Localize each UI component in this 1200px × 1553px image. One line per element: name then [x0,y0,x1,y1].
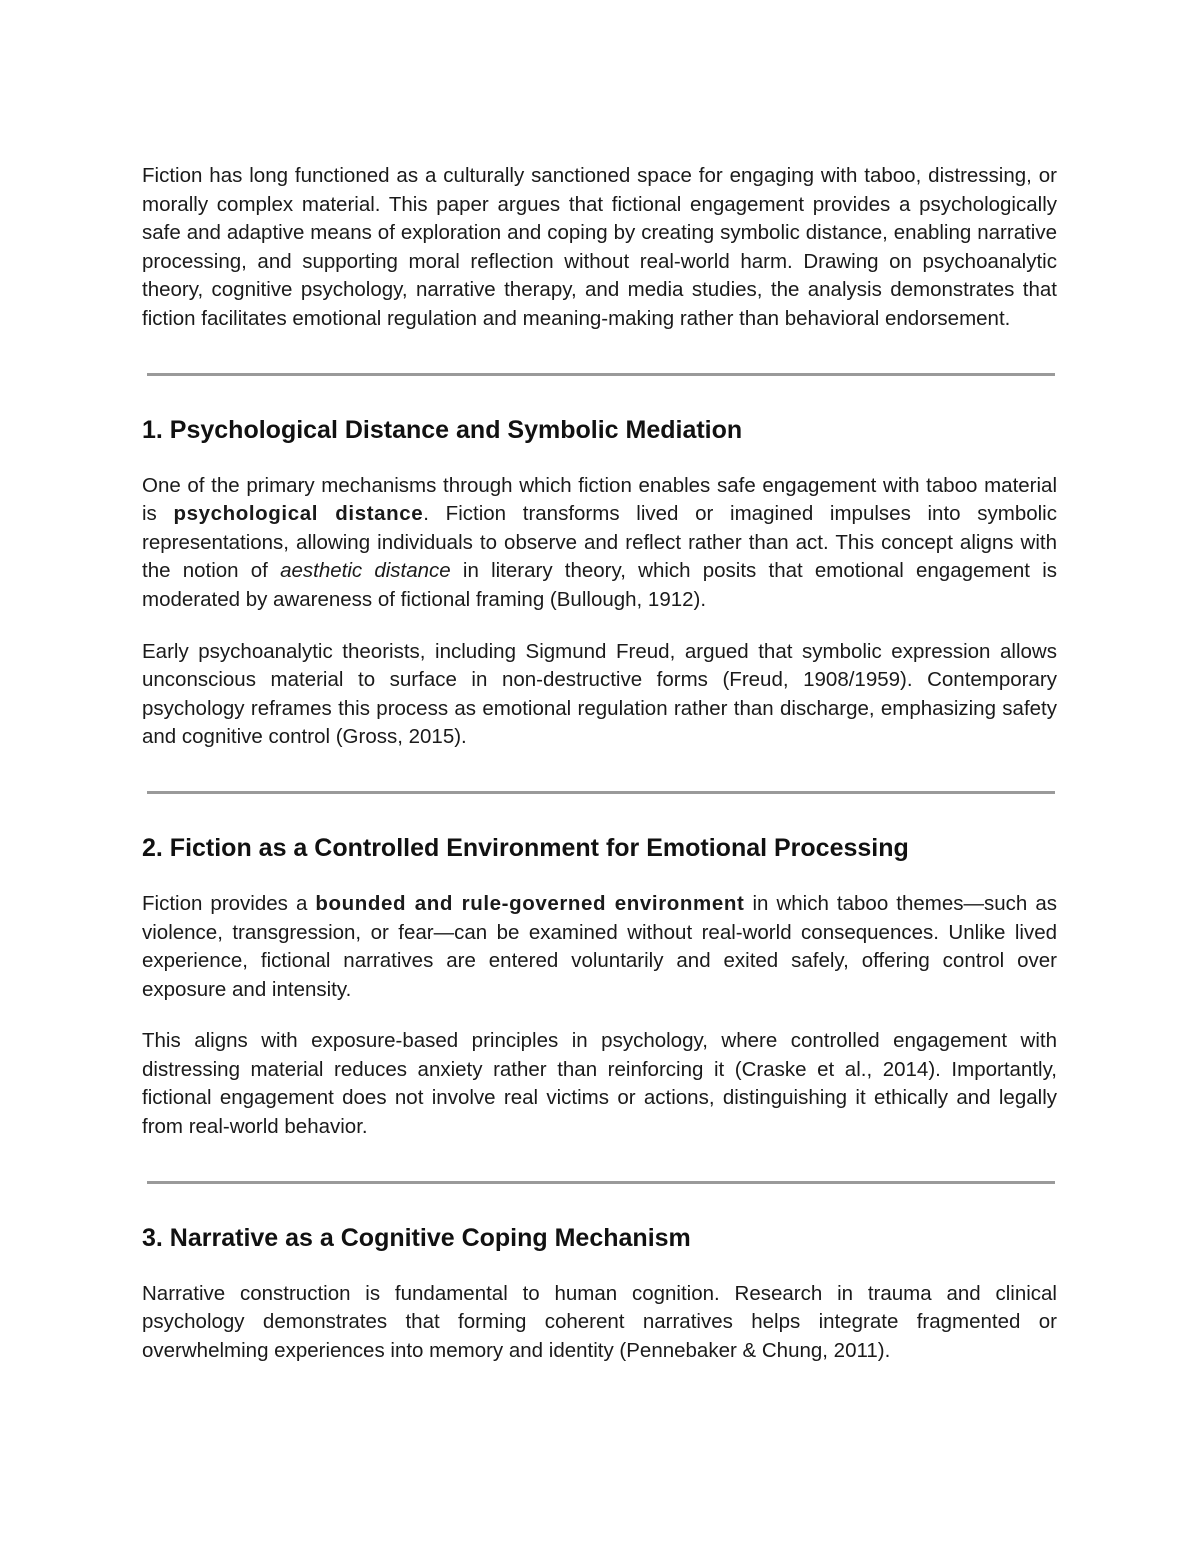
abstract-paragraph: Fiction has long functioned as a culturally sanctioned space for engaging with taboo, distressing, or morally complex material. This paper argues that fictional engagement provides a psychologically safe and adaptive means of exploration and coping by creating symbolic distance, enabling narrative processing, and supporting moral reflection without real-world harm. Drawing on psychoanalytic theory, cognitive psychology, narrative therapy, and media studies, the analysis demonstrates that fiction facilitates emotional regulation and meaning-making rather than behavioral endorsement. [142,164,1057,330]
text-run: . Fiction transforms lived or imagined impulses into symbolic representations, allowing individuals to observe and reflect rather than act. This concept aligns with the notion of [142,502,1057,583]
text-run: in which taboo themes—such as violence, transgression, or fear—can be examined without real-world consequences. Unlike lived experience, fictional narratives are entered voluntarily and exited safely, offering control over exposure and intensity. [142,891,1058,1001]
text-run: Fiction provides a [142,891,316,915]
text-run: in literary theory, which posits that emotional engagement is moderated by awareness of fictional framing (Bullough, 1912). [142,559,1057,611]
document-page [142,162,1057,1388]
italic-term: aesthetic distance [280,559,451,583]
section-3-heading: 3. Narrative as a Cognitive Coping Mechanism [142,1223,691,1252]
section-3-paragraph-1: Narrative construction is fundamental to human cognition. Research in trauma and clinical psychology demonstrates that forming coherent narratives helps integrate fragmented or overwhelming experiences into memory and identity (Pennebaker & Chung, 2011). [142,1281,1057,1362]
section-1-paragraph-2: Early psychoanalytic theorists, including Sigmund Freud, argued that symbolic expression allows unconscious material to surface in non-destructive forms (Freud, 1908/1959). Contemporary psychology reframes this process as emotional regulation rather than discharge, emphasizing safety and cognitive control (Gross, 2015). [142,639,1057,749]
section-1-paragraph-1 [142,472,1057,615]
bold-term: bounded and rule-governed environment [315,891,745,915]
section-1 [142,414,1057,752]
section-3 [142,1222,1057,1366]
text-run: One of the primary mechanisms through which fiction enables safe engagement with taboo material is [142,473,1057,526]
section-2-heading: 2. Fiction as a Controlled Environment for Emotional Processing [142,833,909,862]
horizontal-rule [147,373,1055,376]
horizontal-rule [147,791,1055,794]
section-2-paragraph-1 [142,890,1057,1004]
horizontal-rule [147,1181,1055,1184]
bold-term: psychological distance [173,502,424,526]
section-1-heading: 1. Psychological Distance and Symbolic Mediation [142,415,743,444]
section-2-paragraph-2: This aligns with exposure-based principles in psychology, where controlled engagement with distressing material reduces anxiety rather than reinforcing it (Craske et al., 2014). Importantly, fictional engagement does not involve real victims or actions, distinguishing it ethically and legally from real-world behavior. [142,1029,1057,1139]
section-2 [142,832,1057,1142]
